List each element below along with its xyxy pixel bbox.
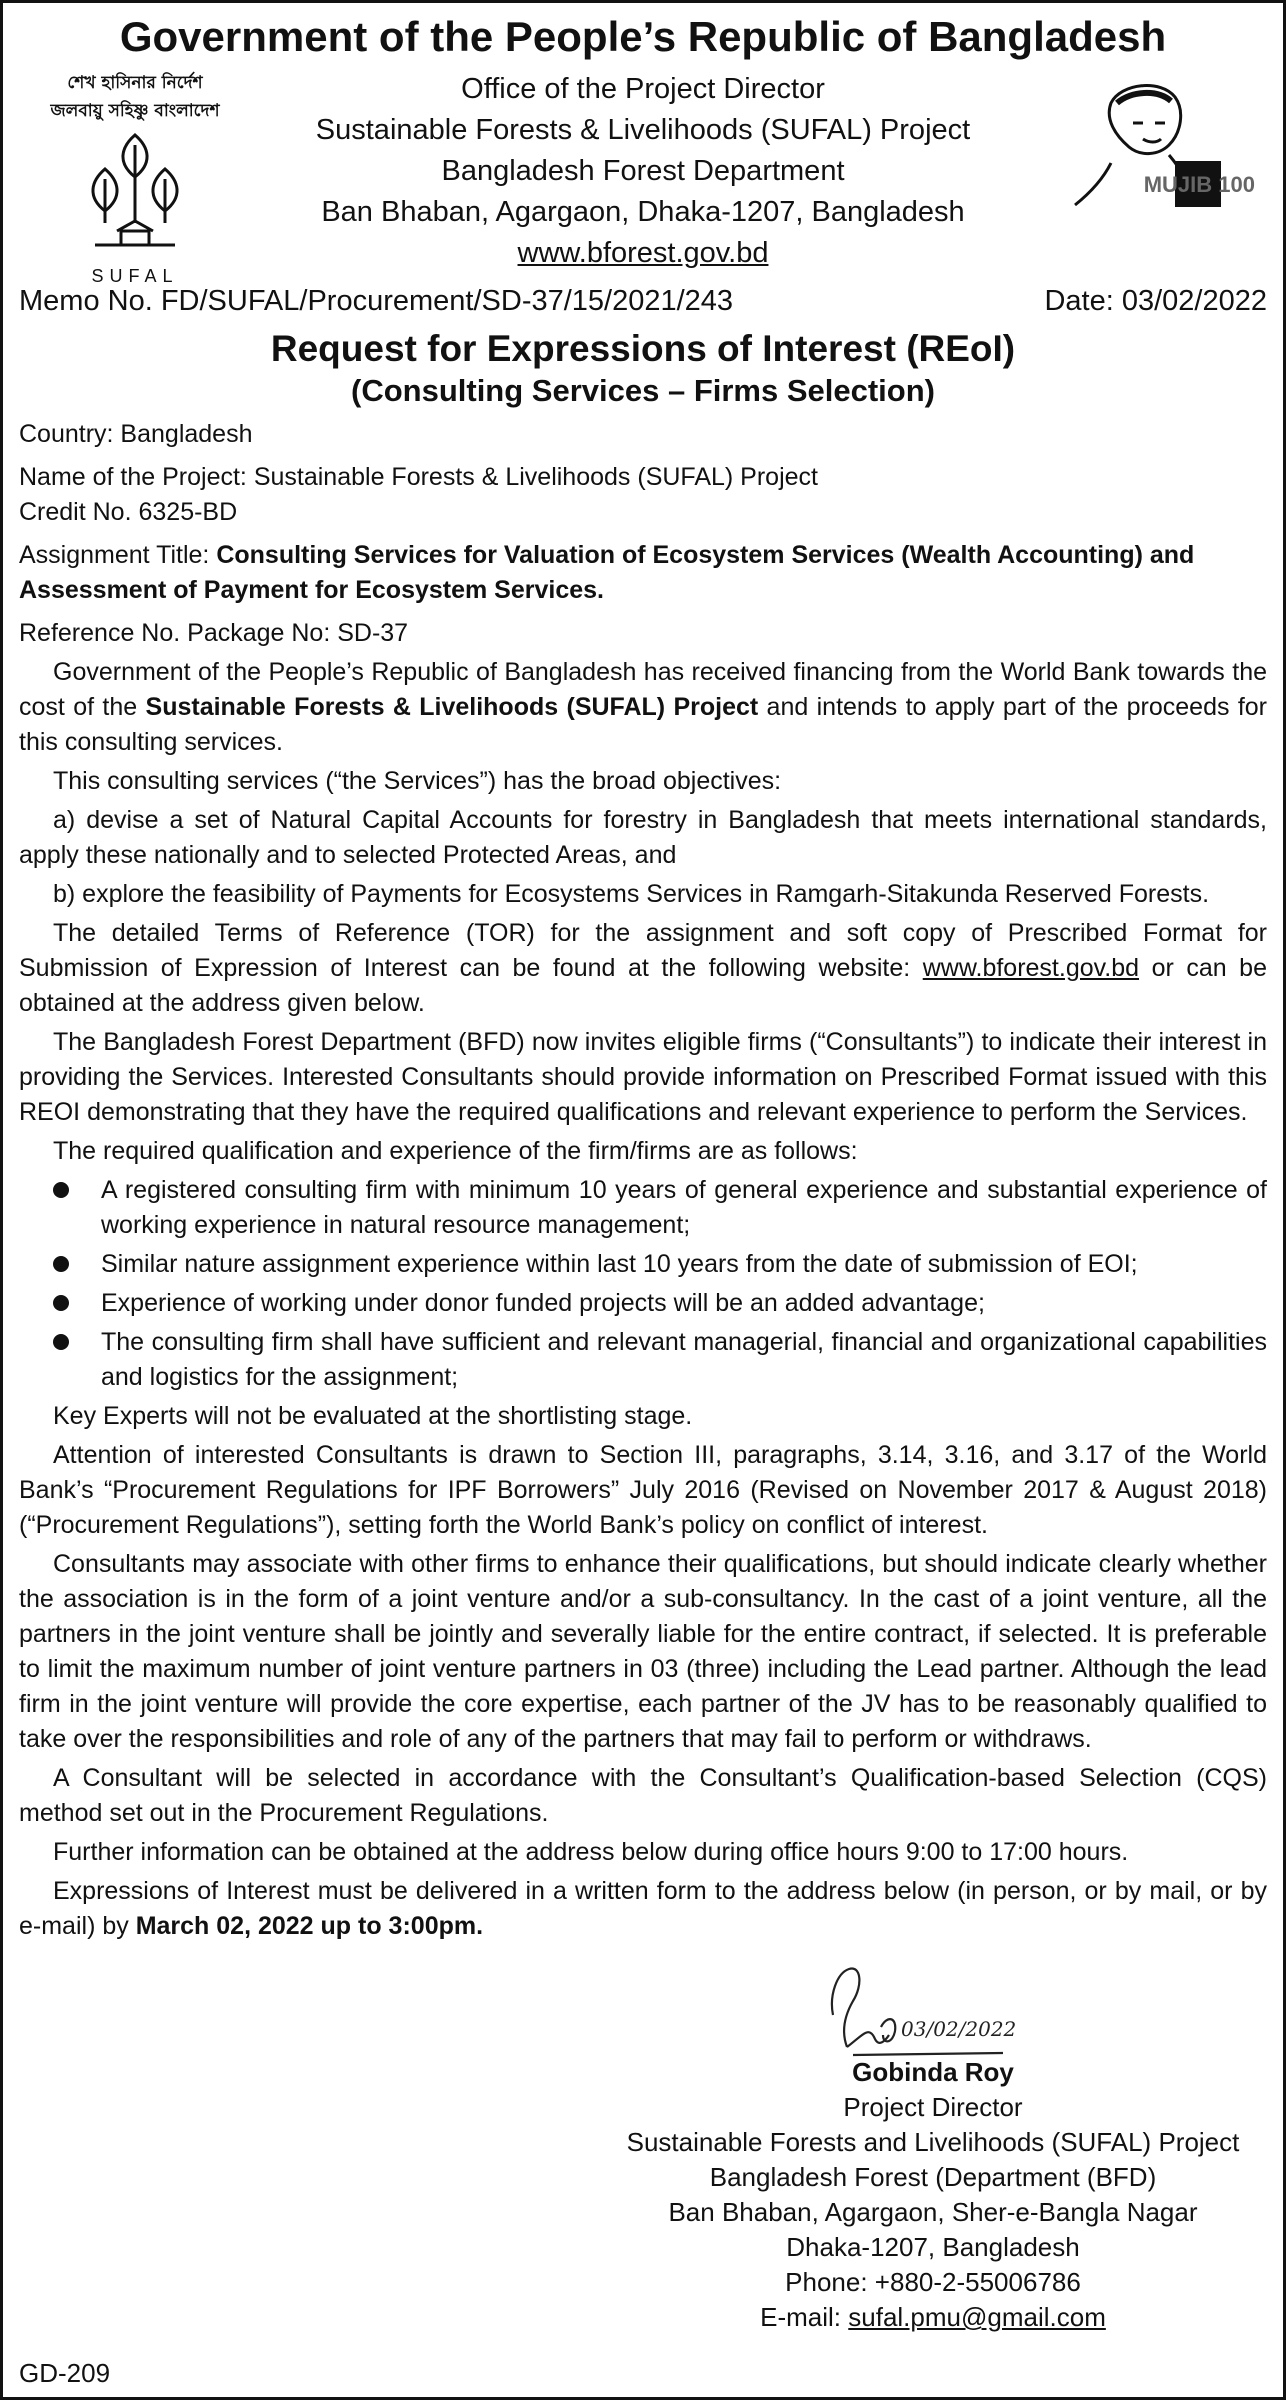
office-line: Ban Bhaban, Agargaon, Dhaka-1207, Bangladesh — [321, 196, 965, 228]
assignment-title — [19, 538, 1267, 608]
signature-date: 03/02/2022 — [901, 2017, 1017, 2041]
mujib-100-logo — [1071, 73, 1261, 223]
list-item-text: The consulting firm shall have sufficient and relevant managerial, financial and organizational capabilities and logistics for the assignment; — [101, 1328, 1267, 1391]
header-block — [19, 63, 1267, 286]
list-item — [19, 1247, 1267, 1282]
reoi-subtitle: (Consulting Services – Firms Selection) — [351, 373, 935, 408]
project-bold: Sustainable Forests & Livelihoods (SUFAL) Project — [145, 693, 759, 721]
signatory-line: Bangladesh Forest (Department (BFD) — [709, 2162, 1157, 2192]
project-meta — [19, 417, 1267, 651]
logo-caption: SUFAL — [91, 266, 179, 286]
signatory-email — [623, 2300, 1243, 2335]
logo-bangla-line-2: জলবায়ু সহিষ্ণু বাংলাদেশ — [50, 101, 220, 121]
paragraph-joint-venture: Consultants may associate with other firms to enhance their qualifications, but should indicate clearly whether the association is in the form of a joint venture and/or a sub-consultancy. In the cast of a joint venture, all the partners in the joint venture shall be jointly and severally liable for the entire contract, if selected. It is preferable to limit the maximum number of joint venture partners in 03 (three) including the Lead partner. Although the lead firm in the joint venture will provide the core expertise, each partner of the JV has to be reasonably qualified to take over the responsibilities and role of any of the partners that may fail to perform or withdraws. — [19, 1550, 1267, 1753]
paragraph-selection-method: A Consultant will be selected in accordance with the Consultant’s Qualification-based Selection (CQS) method set out in the Procurement Regulations. — [19, 1764, 1267, 1827]
signatory-line: Ban Bhaban, Agargaon, Sher-e-Bangla Nagar — [668, 2197, 1198, 2227]
mujib-text: MUJIB 100 — [1143, 172, 1255, 197]
gd-code: GD-209 — [19, 2358, 111, 2388]
signatory-line: Dhaka-1207, Bangladesh — [786, 2232, 1080, 2262]
signatory-line: Project Director — [843, 2092, 1023, 2122]
paragraph-office-hours: Further information can be obtained at the address below during office hours 9:00 to 17:00 hours. — [53, 1838, 1129, 1866]
text-span: and intends to apply part of the proceeds for this consulting services. — [19, 693, 1267, 756]
tor-website-link[interactable]: www.bforest.gov.bd — [922, 954, 1140, 982]
bullet-icon — [53, 1256, 69, 1272]
text-span: Government of the People’s Republic of Bangladesh has received financing from the World Bank towards the cost of the — [19, 658, 1267, 721]
email-link[interactable]: sufal.pmu@gmail.com — [848, 2302, 1106, 2332]
bullet-icon — [53, 1295, 69, 1311]
website-link[interactable]: www.bforest.gov.bd — [517, 237, 769, 269]
memo-number: Memo No. FD/SUFAL/Procurement/SD-37/15/2021/243 — [19, 285, 734, 317]
office-line: Bangladesh Forest Department — [441, 155, 845, 187]
project-name: Name of the Project: Sustainable Forests & Livelihoods (SUFAL) Project — [19, 463, 818, 491]
list-item-text: Similar nature assignment experience within last 10 years from the date of submission of EOI; — [101, 1250, 1138, 1278]
paragraph-tor — [19, 916, 1267, 1021]
credit-number: Credit No. 6325-BD — [19, 498, 238, 526]
logo-bangla-line-1: শেখ হাসিনার নির্দেশ — [67, 73, 203, 93]
assignment-label: Assignment Title: — [19, 541, 217, 569]
paragraph-invitation: The Bangladesh Forest Department (BFD) now invites eligible firms (“Consultants”) to indicate their interest in providing the Services. Interested Consultants should provide information on Prescribed Format issued with this REOI demonstrating that they have the required qualifications and relevant experience to perform the Services. — [19, 1028, 1267, 1126]
signatory-name: Gobinda Roy — [852, 2057, 1014, 2087]
qualification-list — [19, 1173, 1267, 1395]
list-item — [19, 1173, 1267, 1243]
paragraph-conflict-interest: Attention of interested Consultants is drawn to Section III, paragraphs, 3.14, 3.16, and 3.17 of the World Bank’s “Procurement Regulations for IPF Borrowers” July 2016 (Revised on November 2017 & August 2018) (“Procurement Regulations”), setting forth the World Bank’s policy on conflict of interest. — [19, 1441, 1267, 1539]
list-item-text: A registered consulting firm with minimum 10 years of general experience and substantial experience of working experience in natural resource management; — [101, 1176, 1267, 1239]
paragraph-qualification-intro: The required qualification and experience of the firm/firms are as follows: — [53, 1137, 858, 1165]
paragraph-objective-a: a) devise a set of Natural Capital Accounts for forestry in Bangladesh that meets international standards, apply these nationally and to selected Protected Areas, and — [19, 806, 1267, 869]
portrait-icon — [1071, 73, 1261, 223]
paragraph-financing — [19, 655, 1267, 760]
office-line: Office of the Project Director — [461, 73, 825, 105]
list-item — [19, 1325, 1267, 1395]
deadline-bold: March 02, 2022 up to 3:00pm. — [135, 1912, 484, 1940]
paragraph-objective-b: b) explore the feasibility of Payments for Ecosystems Services in Ramgarh-Sitakunda Reserved Forests. — [53, 880, 1210, 908]
office-line: Sustainable Forests & Livelihoods (SUFAL) Project — [315, 114, 971, 146]
signature-icon — [823, 1955, 1063, 2065]
reoi-title: Request for Expressions of Interest (REoI) — [270, 328, 1016, 369]
government-title: Government of the People’s Republic of Bangladesh — [119, 13, 1167, 60]
list-item — [19, 1286, 1267, 1321]
signatory-block — [623, 2055, 1243, 2335]
text-span: Expressions of Interest must be delivered in a written form to the address below (in person, or by mail, or by e-mail) by — [19, 1877, 1267, 1940]
country: Country: Bangladesh — [19, 420, 253, 448]
text-span: The detailed Terms of Reference (TOR) for the assignment and soft copy of Prescribed Format for Submission of Expression of Interest can be found at the following website: — [19, 919, 1267, 982]
bullet-icon — [53, 1334, 69, 1350]
email-label: E-mail: — [760, 2302, 849, 2332]
signatory-line: Sustainable Forests and Livelihoods (SUFAL) Project — [626, 2127, 1240, 2157]
paragraph-deadline — [19, 1874, 1267, 1944]
memo-row — [19, 281, 1267, 321]
assignment-value: Consulting Services for Valuation of Ecosystem Services (Wealth Accounting) and Assessment of Payment for Ecosystem Services. — [19, 541, 1195, 604]
text-span: or can be obtained at the address given below. — [19, 954, 1267, 1017]
paragraph-key-experts: Key Experts will not be evaluated at the shortlisting stage. — [53, 1402, 693, 1430]
handwritten-signature — [823, 1955, 1063, 2065]
bullet-icon — [53, 1182, 69, 1198]
reference-number: Reference No. Package No: SD-37 — [19, 619, 409, 647]
list-item-text: Experience of working under donor funded projects will be an added advantage; — [101, 1289, 985, 1317]
memo-date: Date: 03/02/2022 — [1044, 285, 1267, 317]
sufal-logo — [25, 69, 245, 286]
tree-icon — [25, 125, 245, 255]
notice-body — [19, 655, 1267, 1944]
signatory-phone: Phone: +880-2-55006786 — [785, 2267, 1081, 2297]
paragraph-objectives: This consulting services (“the Services”) has the broad objectives: — [53, 767, 782, 795]
